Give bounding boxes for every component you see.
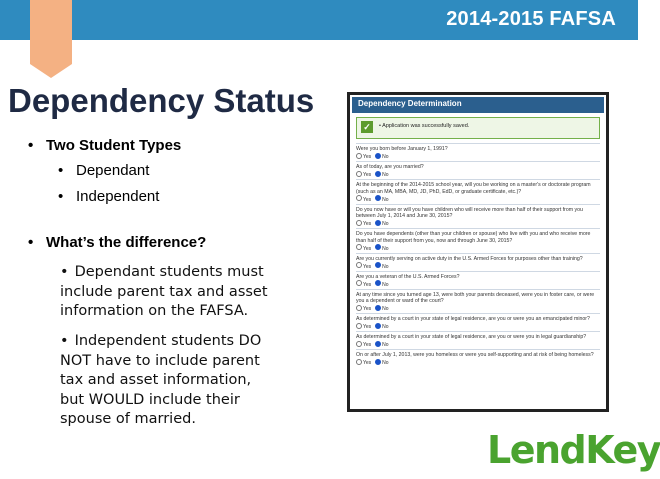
bullet-dot-icon: •: [60, 264, 69, 280]
question-text: On or after July 1, 2013, were you homeless or were you self-supporting and at risk of being homeless?: [356, 352, 594, 358]
radio-yes-icon[interactable]: [356, 262, 362, 268]
radio-no-icon[interactable]: [375, 153, 381, 159]
radio-no-icon[interactable]: [375, 359, 381, 365]
radio-no-icon[interactable]: [375, 244, 381, 250]
radio-label-no: No: [382, 263, 389, 270]
question-row: [356, 349, 600, 367]
radio-label-yes: Yes: [363, 342, 372, 348]
radio-label-yes: Yes: [363, 154, 372, 160]
radio-label-yes: Yes: [363, 172, 372, 178]
radio-yes-icon[interactable]: [356, 195, 362, 201]
bullet-dot-icon: •: [28, 234, 34, 251]
question-row: [356, 179, 600, 204]
radio-yes-icon[interactable]: [356, 341, 362, 347]
question-text: At the beginning of the 2014-2015 school year, will you be working on a master's or doctorate program (such as an MA, MBA, MD, JD, PhD, EdD, or graduate certificate, etc.)?: [356, 182, 591, 195]
answer-options: [356, 220, 600, 229]
radio-no-icon[interactable]: [375, 171, 381, 177]
radio-label-yes: Yes: [363, 221, 372, 227]
radio-yes-icon[interactable]: [356, 244, 362, 250]
radio-yes-icon[interactable]: [356, 220, 362, 226]
answer-options: [356, 262, 600, 271]
lendkey-logo: LendKey: [487, 428, 660, 472]
question-text: Do you have dependents (other than your children or spouse) who live with you and who receive more than half of their support from you, now and through June 30, 2015?: [356, 231, 591, 244]
question-row: [356, 253, 600, 271]
bullet-dot-icon: •: [58, 188, 64, 205]
question-text: Are you currently serving on active duty in the U.S. Armed Forces for purposes other than training?: [356, 255, 583, 262]
bullet-student-types: • Two Student Types: [28, 137, 182, 154]
radio-label-no: No: [382, 342, 389, 348]
radio-label-yes: Yes: [363, 306, 372, 312]
answer-options: [356, 323, 600, 332]
bullet-difference: • What’s the difference?: [28, 234, 207, 251]
radio-label-yes: Yes: [363, 281, 372, 288]
paragraph-dependant-students: • Dependant students must include parent tax and asset information on the FAFSA.: [60, 264, 268, 319]
paragraph-independent-students: • Independent students DO NOT have to include parent tax and asset information, but WOULD include their spouse of married.: [60, 333, 262, 427]
radio-label-no: No: [382, 221, 389, 227]
screenshot-header: Dependency Determination: [352, 97, 604, 113]
banner-title: 2014-2015 FAFSA: [446, 8, 616, 30]
radio-label-no: No: [382, 281, 389, 288]
bullet-dot-icon: •: [28, 137, 34, 154]
slide-title: Dependency Status: [8, 82, 315, 119]
radio-label-yes: Yes: [363, 263, 372, 270]
radio-no-icon[interactable]: [375, 305, 381, 311]
checkmark-icon: ✓: [361, 121, 373, 133]
screenshot-body: [356, 117, 600, 405]
radio-yes-icon[interactable]: [356, 359, 362, 365]
radio-no-icon[interactable]: [375, 220, 381, 226]
answer-options: [356, 280, 600, 289]
radio-yes-icon[interactable]: [356, 153, 362, 159]
answer-options: [356, 305, 600, 314]
question-text: As of today, are you married?: [356, 164, 424, 170]
bullet-dependant: • Dependant: [58, 162, 150, 179]
top-banner: [0, 0, 638, 40]
question-row: [356, 289, 600, 314]
radio-yes-icon[interactable]: [356, 305, 362, 311]
radio-label-no: No: [382, 360, 389, 366]
radio-no-icon[interactable]: [375, 262, 381, 268]
answer-options: [356, 171, 600, 180]
radio-yes-icon[interactable]: [356, 280, 362, 286]
success-banner: [356, 117, 600, 139]
question-row: [356, 161, 600, 179]
answer-options: [356, 359, 600, 368]
fafsa-screenshot: [347, 92, 609, 412]
radio-label-no: No: [382, 196, 389, 203]
question-text: At any time since you turned age 13, were both your parents deceased, were you in foster care, or were you a dependent or ward of the court?: [356, 291, 595, 304]
question-text: As determined by a court in your state of legal residence, are you or were you an emancipated minor?: [356, 316, 590, 322]
radio-label-no: No: [382, 154, 389, 160]
question-text: Were you born before January 1, 1991?: [356, 146, 448, 152]
question-row: [356, 204, 600, 229]
question-row: [356, 313, 600, 331]
radio-no-icon[interactable]: [375, 280, 381, 286]
radio-yes-icon[interactable]: [356, 171, 362, 177]
radio-label-yes: Yes: [363, 196, 372, 203]
radio-label-no: No: [382, 306, 389, 312]
question-row: [356, 228, 600, 253]
ribbon-decoration: [30, 0, 72, 64]
radio-label-no: No: [382, 245, 389, 252]
radio-label-yes: Yes: [363, 324, 372, 330]
question-row: [356, 331, 600, 349]
question-row: [356, 143, 600, 161]
question-text: As determined by a court in your state of legal residence, are you or were you in legal guardianship?: [356, 334, 587, 340]
radio-label-yes: Yes: [363, 245, 372, 252]
radio-no-icon[interactable]: [375, 195, 381, 201]
answer-options: [356, 341, 600, 350]
radio-no-icon[interactable]: [375, 323, 381, 329]
radio-label-no: No: [382, 172, 389, 178]
radio-no-icon[interactable]: [375, 341, 381, 347]
question-row: [356, 271, 600, 289]
answer-options: [356, 195, 600, 204]
answer-options: [356, 153, 600, 162]
question-list: [356, 143, 600, 367]
bullet-dot-icon: •: [58, 162, 64, 179]
answer-options: [356, 244, 600, 253]
radio-label-yes: Yes: [363, 360, 372, 366]
success-message: • Application was successfully saved.: [379, 123, 470, 129]
radio-label-no: No: [382, 324, 389, 330]
bullet-independent: • Independent: [58, 188, 160, 205]
question-text: Do you now have or will you have children who will receive more than half of their support from you between July 1, 2014 and June 30, 2015?: [356, 206, 583, 219]
bullet-dot-icon: •: [60, 333, 69, 349]
radio-yes-icon[interactable]: [356, 323, 362, 329]
question-text: Are you a veteran of the U.S. Armed Forces?: [356, 273, 460, 280]
